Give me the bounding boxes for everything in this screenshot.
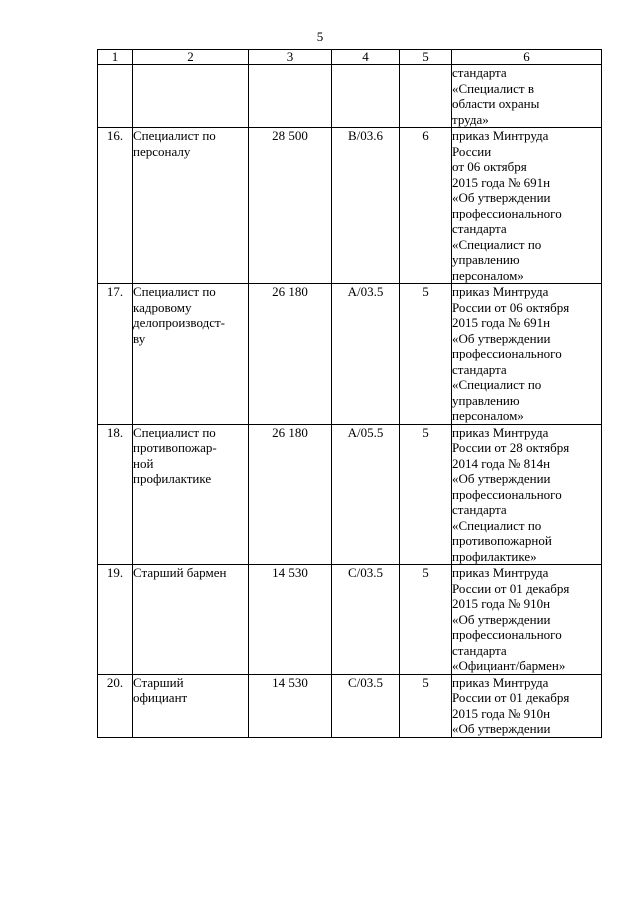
- function-code: B/03.6: [332, 128, 400, 284]
- qualification-level: 5: [400, 565, 452, 675]
- row-number: 16.: [98, 128, 133, 284]
- position-name: Специалист по персоналу: [133, 128, 249, 284]
- table-header-row: [98, 50, 602, 65]
- qualification-level: 5: [400, 424, 452, 565]
- function-code: A/03.5: [332, 284, 400, 425]
- page-number: 5: [316, 29, 324, 44]
- qualification-level: 5: [400, 674, 452, 737]
- legal-basis: стандарта «Специалист в области охраны труда»: [452, 65, 602, 128]
- legal-basis: приказ Минтруда России от 06 октября 2015 года № 691н «Об утверждении профессионального стандарта «Специалист по управлению персоналом»: [452, 284, 602, 425]
- table-row: [98, 424, 602, 565]
- function-code: C/03.5: [332, 674, 400, 737]
- salary: 14 530: [249, 565, 332, 675]
- row-number: 17.: [98, 284, 133, 425]
- header-cell-4: 4: [332, 50, 400, 65]
- legal-basis: приказ Минтруда России от 01 декабря 2015 года № 910н «Об утверждении: [452, 674, 602, 737]
- salary: 14 530: [249, 674, 332, 737]
- legal-basis: приказ Минтруда России от 28 октября 2014 года № 814н «Об утверждении профессионального стандарта «Специалист по противопожарной профилактике»: [452, 424, 602, 565]
- legal-basis: приказ Минтруда России от 06 октября 2015 года № 691н «Об утверждении профессионального стандарта «Специалист по управлению персоналом»: [452, 128, 602, 284]
- header-cell-2: 2: [133, 50, 249, 65]
- position-name: [133, 65, 249, 128]
- function-code: C/03.5: [332, 565, 400, 675]
- positions-table: [97, 49, 602, 738]
- header-cell-6: 6: [452, 50, 602, 65]
- position-name: Специалист по противопожар- ной профилактике: [133, 424, 249, 565]
- legal-basis: приказ Минтруда России от 01 декабря 2015 года № 910н «Об утверждении профессионального стандарта «Официант/бармен»: [452, 565, 602, 675]
- row-number: [98, 65, 133, 128]
- header-cell-5: 5: [400, 50, 452, 65]
- salary: [249, 65, 332, 128]
- position-name: Старший бармен: [133, 565, 249, 675]
- function-code: [332, 65, 400, 128]
- row-number: 20.: [98, 674, 133, 737]
- qualification-level: 5: [400, 284, 452, 425]
- qualification-level: 6: [400, 128, 452, 284]
- table-row: [98, 65, 602, 128]
- table-row: [98, 284, 602, 425]
- row-number: 19.: [98, 565, 133, 675]
- position-name: Старший официант: [133, 674, 249, 737]
- salary: 26 180: [249, 424, 332, 565]
- header-cell-1: 1: [98, 50, 133, 65]
- table-row: [98, 565, 602, 675]
- table-row: [98, 674, 602, 737]
- qualification-level: [400, 65, 452, 128]
- function-code: A/05.5: [332, 424, 400, 565]
- salary: 26 180: [249, 284, 332, 425]
- table-row: [98, 128, 602, 284]
- header-cell-3: 3: [249, 50, 332, 65]
- position-name: Специалист по кадровому делопроизводст- ву: [133, 284, 249, 425]
- row-number: 18.: [98, 424, 133, 565]
- salary: 28 500: [249, 128, 332, 284]
